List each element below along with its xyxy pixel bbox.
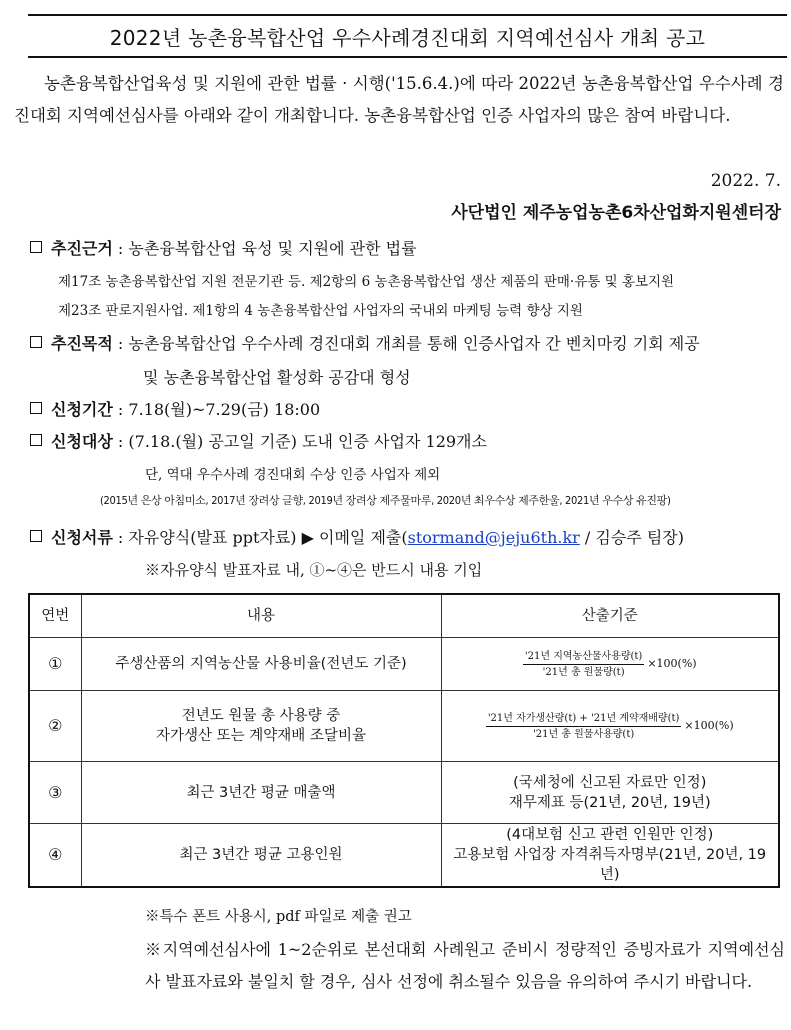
row-content: 최근 3년간 평균 고용인원	[81, 824, 441, 888]
section-period: 신청기간 : 7.18(월)~7.29(금) 18:00	[30, 397, 320, 420]
row-criteria	[441, 638, 779, 691]
intro-text: 농촌융복합산업육성 및 지원에 관한 법률 · 시행('15.6.4.)에 따라 2022년 농촌융복합산업 우수사례 경진대회 지역예선심사를 아래와 같이 개최합니다. 농촌융복합산업 인증 사업자의 많은 참여 바랍니다.	[14, 74, 784, 125]
documents-note: ※자유양식 발표자료 내, ①~④은 반드시 내용 기입	[145, 561, 483, 579]
row-content: 최근 3년간 평균 매출액	[81, 762, 441, 824]
target-text: (7.18.(월) 공고일 기준) 도내 인증 사업자 129개소	[128, 432, 487, 451]
row-number: ③	[29, 762, 81, 824]
square-bullet-icon	[30, 241, 42, 253]
target-label: 신청대상	[51, 432, 113, 451]
documents-contact: / 김승주 팀장)	[579, 528, 684, 547]
criteria-line2: 고용보험 사업장 자격취득자명부(21년, 20년, 19년)	[453, 847, 767, 883]
basis-sub1: 제17조 농촌융복합산업 지원 전문기관 등. 제2항의 6 농촌융복합산업 생산 제품의 판매·유통 및 홍보지원	[58, 274, 675, 290]
header-number: 연번	[29, 594, 81, 638]
formula-denominator: '21년 총 원물사용량(t)	[532, 728, 635, 740]
purpose-line1: 농촌융복합산업 우수사례 경진대회 개최를 통해 인증사업자 간 벤치마킹 기회 제공	[128, 334, 700, 353]
intro-paragraph	[14, 68, 784, 132]
basis-text: 농촌융복합산업 육성 및 지원에 관한 법률	[128, 239, 417, 258]
formula-multiplier: ×100(%)	[647, 657, 697, 670]
row-number: ①	[29, 638, 81, 691]
square-bullet-icon	[30, 402, 42, 414]
criteria-table	[28, 593, 780, 888]
table-row	[29, 824, 779, 888]
note-font: ※특수 폰트 사용시, pdf 파일로 제출 권고	[145, 909, 412, 925]
purpose-line2: 및 농촌융복합산업 활성화 공감대 형성	[143, 368, 411, 387]
formula-fraction	[523, 650, 644, 679]
row-content-line1: 전년도 원물 총 사용량 중	[181, 708, 341, 724]
criteria-line2: 재무제표 등(21년, 20년, 19년)	[508, 794, 711, 811]
notice-date: 2022. 7.	[710, 171, 781, 191]
row-criteria	[441, 762, 779, 824]
row-content	[81, 691, 441, 762]
purpose-label: 추진목적	[51, 334, 113, 353]
page-title: 2022년 농촌융복합산업 우수사례경진대회 지역예선심사 개최 공고	[109, 25, 706, 50]
formula-numerator: '21년 자가생산량(t) + '21년 계약재배량(t)	[486, 712, 682, 727]
note-warning: ※지역예선심사에 1~2순위로 본선대회 사례원고 준비시 정량적인 증빙자료가 지역예선심사 발표자료와 불일치 할 경우, 심사 선정에 취소될수 있음을 유의하여 주시기 바랍니다.	[145, 940, 785, 991]
square-bullet-icon	[30, 336, 42, 348]
table-row	[29, 762, 779, 824]
period-text: 7.18(월)~7.29(금) 18:00	[128, 400, 321, 419]
basis-sub2: 제23조 판로지원사업. 제1항의 4 농촌융복합산업 사업자의 국내외 마케팅 능력 향상 지원	[58, 303, 583, 319]
criteria-line1: (4대보험 신고 관련 인원만 인정)	[506, 827, 714, 843]
target-past-winners: (2015년 은상 아침미소, 2017년 장려상 글향, 2019년 장려상 제주물마루, 2020년 최우수상 제주한울, 2021년 우수상 유진팡)	[100, 494, 671, 507]
basis-label: 추진근거	[51, 239, 113, 258]
table-row	[29, 691, 779, 762]
section-purpose: 추진목적 : 농촌융복합산업 우수사례 경진대회 개최를 통해 인증사업자 간 벤치마킹 기회 제공	[30, 331, 700, 354]
section-target: 신청대상 : (7.18.(월) 공고일 기준) 도내 인증 사업자 129개소	[30, 429, 487, 452]
section-documents: 신청서류 : 자유양식(발표 ppt자료) ▶ 이메일 제출(stormand@jeju6th.kr / 김승주 팀장)	[30, 525, 684, 548]
row-content: 주생산품의 지역농산물 사용비율(전년도 기준)	[81, 638, 441, 691]
row-number: ④	[29, 824, 81, 888]
square-bullet-icon	[30, 530, 42, 542]
email-link[interactable]: stormand@jeju6th.kr	[407, 528, 580, 547]
row-criteria	[441, 824, 779, 888]
organization: 사단법인 제주농업농촌6차산업화지원센터장	[451, 203, 781, 223]
documents-label: 신청서류	[51, 528, 113, 547]
square-bullet-icon	[30, 434, 42, 446]
formula-fraction	[486, 712, 682, 741]
criteria-line1: (국세청에 신고된 자료만 인정)	[513, 774, 707, 791]
row-criteria	[441, 691, 779, 762]
row-content-line2: 자가생산 또는 계약재배 조달비율	[156, 728, 366, 744]
header-criteria: 산출기준	[441, 594, 779, 638]
row-number: ②	[29, 691, 81, 762]
formula-denominator: '21년 총 원물량(t)	[542, 666, 625, 678]
formula-numerator: '21년 지역농산물사용량(t)	[523, 650, 644, 665]
formula-multiplier: ×100(%)	[684, 719, 734, 732]
documents-text: 자유양식(발표 ppt자료) ▶ 이메일 제출(	[128, 528, 408, 547]
period-label: 신청기간	[51, 400, 113, 419]
header-content: 내용	[81, 594, 441, 638]
table-row	[29, 638, 779, 691]
title-box	[28, 14, 787, 58]
target-exception: 단, 역대 우수사례 경진대회 수상 인증 사업자 제외	[145, 467, 441, 483]
section-basis: 추진근거 : 농촌융복합산업 육성 및 지원에 관한 법률	[30, 236, 417, 259]
